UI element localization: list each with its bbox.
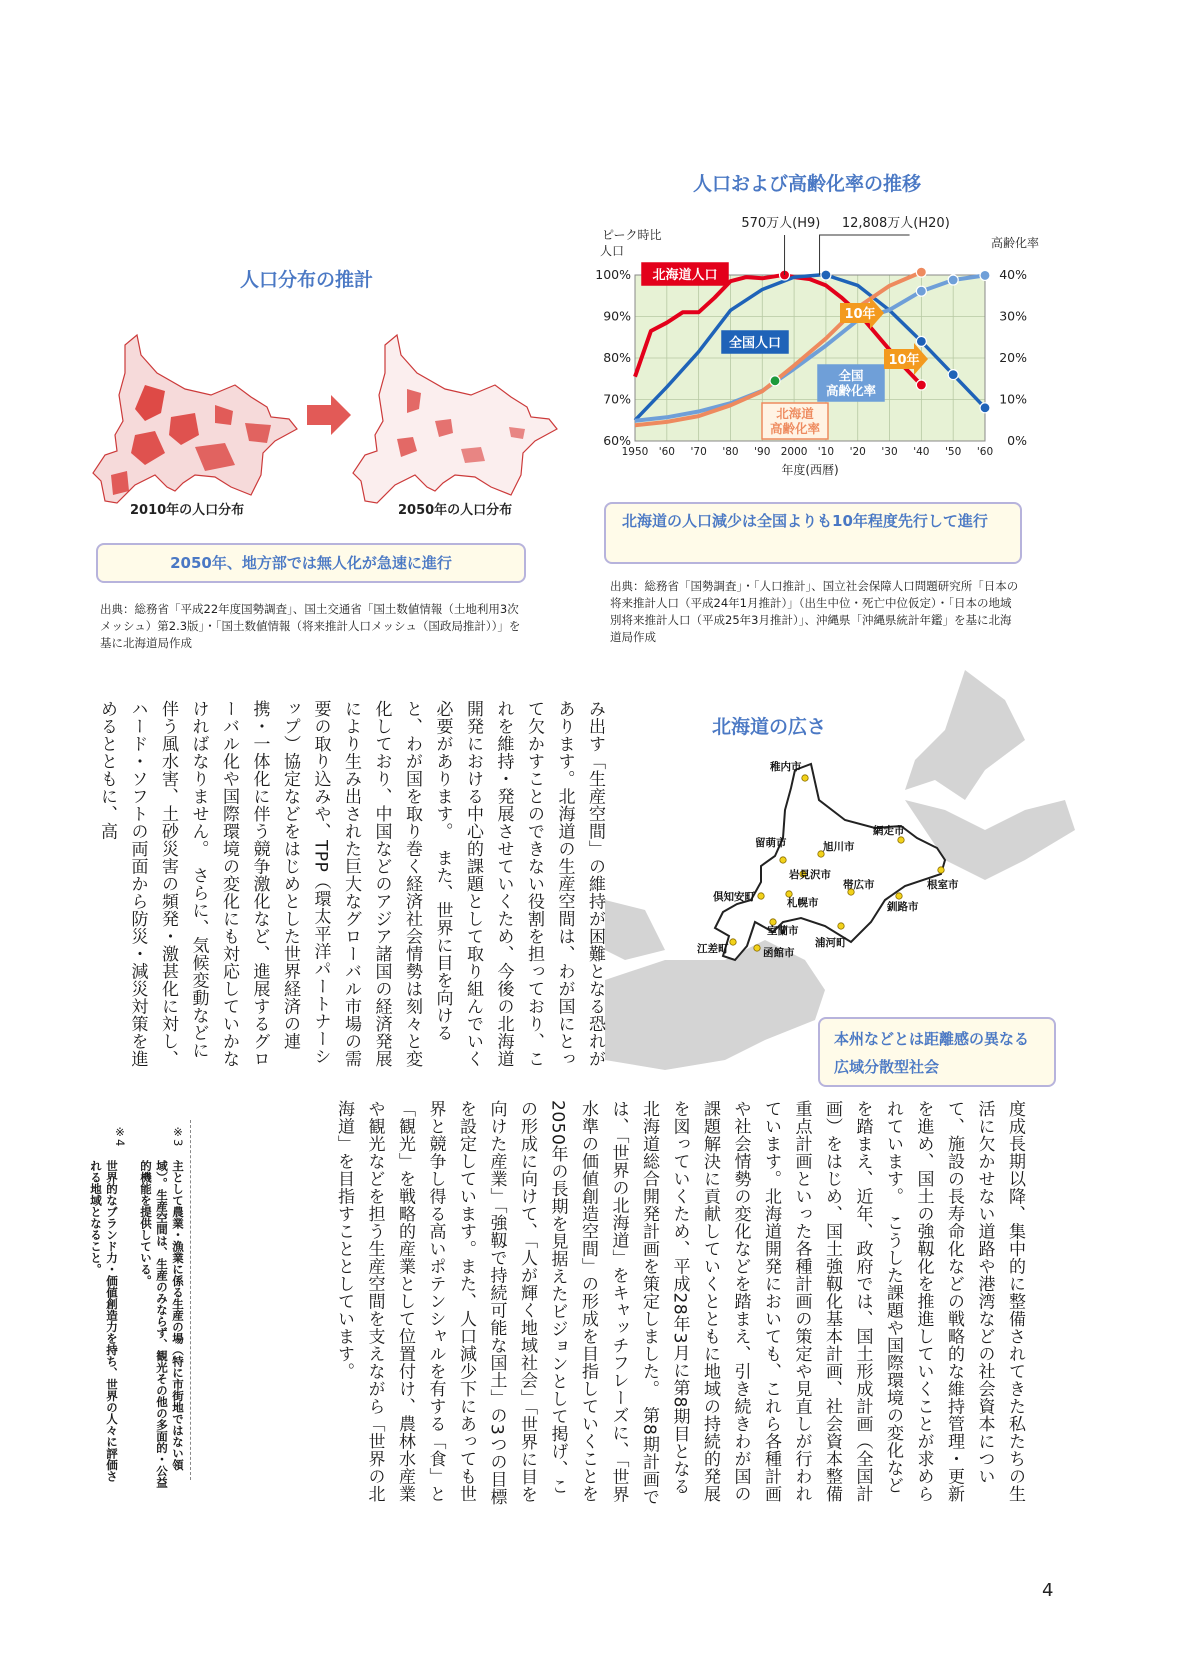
series-label-hokkaido-aging: 北海道高齢化率 (769, 406, 821, 436)
population-chart-title: 人口および高齢化率の推移 (693, 173, 922, 195)
ten-year-arrow-2: 10年 (888, 353, 920, 368)
x-tick-label: '40 (913, 446, 930, 458)
footnote-3-mark: ※3 (171, 1125, 185, 1147)
body-column-1: み出す「生産空間」の維持が困難となる恐れがあります。北海道の生産空間は、わが国にとって欠かすことのできない役割を担っており、これを維持・発展させていくため、今後の北海道開発における中心的課題として取り組んでいく必要があります。 また、世界に目を向けると、わが国を取り巻く経済社会情勢は刻々と変化しており、中国などのアジア諸国の経済発展により生み出された巨大なグローバル市場の需要の取り込みや、TPP（環太平洋パートナーシップ）協定などをはじめとした世界経済の連携・一体化に伴う競争激化など、進展するグローバル化や国際環境の変化にも対応していかなければなりません。 さらに、気候変動などに伴う風水害、土砂災害の頻発・激甚化に対し、ハード・ソフトの両面から防災・減災対策を進めるとともに、高 (97, 700, 605, 1068)
hokkaido-map-2010 (93, 335, 297, 503)
y-left-tick-label: 70% (603, 391, 631, 407)
ten-year-arrow-1: 10年 (844, 307, 876, 322)
hokkaido-map-2050 (353, 335, 557, 503)
series-label-hokkaido-pop: 北海道人口 (652, 268, 718, 283)
y-left-tick-label: 80% (603, 350, 631, 365)
map-2010-caption: 2010年の人口分布 (130, 503, 245, 518)
population-distribution-callout: 2050年、地方部では無人化が急速に進行 (96, 543, 526, 583)
city-sapporo: 札幌市 (787, 897, 819, 909)
hokkaido-size-callout: 本州などとは距離感の異なる広域分散型社会 (818, 1017, 1056, 1087)
city-rumoi: 留萌市 (755, 837, 787, 849)
hokkaido-shape (715, 764, 945, 960)
y-right-axis-label: 高齢化率 (990, 236, 1039, 250)
japan-pop-point (948, 370, 958, 380)
y-right-tick-label: 10% (999, 391, 1027, 407)
y-right-tick-label: 40% (999, 267, 1027, 282)
hokkaido-aging-point (916, 267, 926, 277)
city-iwamizawa: 岩見沢市 (789, 869, 831, 881)
city-urakawa: 浦河町 (815, 937, 847, 949)
y-left-tick-label: 60% (603, 433, 631, 448)
japan-pop-point (916, 336, 926, 346)
hokkaido-size-title: 北海道の広さ (712, 716, 827, 738)
japan-pop-point (821, 270, 831, 280)
series-label-japan-aging: 全国高齢化率 (825, 368, 877, 398)
x-tick-label: '60 (976, 446, 994, 458)
x-tick-label: 2000 (780, 446, 808, 458)
y-left-tick-label: 100% (595, 267, 631, 282)
japan-aging-point (980, 270, 990, 280)
y-left-tick-label: 90% (603, 308, 631, 324)
x-tick-label: '20 (849, 446, 866, 458)
x-tick-label: '60 (658, 446, 675, 458)
green-marker-point (770, 376, 780, 386)
x-axis-label: 年度(西暦) (781, 463, 839, 477)
city-esashi: 江差町 (697, 943, 729, 955)
series-label-japan-pop: 全国人口 (728, 336, 782, 351)
population-chart-callout: 北海道の人口減少は全国よりも10年程度先行して進行 (604, 502, 1022, 564)
x-tick-label: '80 (722, 446, 739, 458)
arrow-icon (307, 395, 351, 435)
city-wakkanai: 稚内市 (770, 761, 802, 773)
japan-aging-point (916, 286, 926, 296)
city-kutchan: 倶知安町 (713, 891, 755, 903)
city-kushiro: 釧路市 (887, 901, 919, 913)
honshu-shape (605, 940, 825, 1070)
continent-shape (605, 900, 665, 960)
population-chart-source: 出典：総務省「国勢調査」・「人口推計」、国立社会保障人口問題研究所「日本の将来推計人口（平成24年1月推計）」（出生中位・死亡中位仮定）・「日本の地域別将来推計人口（平成25年3月推計）」、沖縄県「沖縄県統計年鑑」を基に北海道局作成 (610, 579, 1019, 644)
city-asahikawa: 旭川市 (823, 841, 855, 853)
annotation-label: 570万人(H9) (741, 216, 821, 231)
body-column-2: 度成長期以降、集中的に整備されてきた私たちの生活に欠かせない道路や港湾などの社会資本について、施設の長寿命化などの戦略的な維持管理・更新を進め、国土の強靱化を推進していくことが求められています。 こうした課題や国際環境の変化などを踏まえ、近年、政府では、国土形成計画（全国計画）をはじめ、国土強靱化基本計画、社会資本整備重点計画といった各種計画の策定や見直しが行われています。北海道開発においても、これら各種計画や社会情勢の変化などを踏まえ、引き続きわが国の課題解決に貢献していくとともに地域の持続的発展を図っていくため、平成28年3月に第8期目となる北海道総合開発計画を策定しました。 第8期計画では、「世界の北海道」をキャッチフレーズに、「世界水準の価値創造空間」の形成を目指していくことを2050年の長期を見据えたビジョンとして掲げ、この形成に向けて、「人が輝く地域社会」「世界に目を向けた産業」「強靱で持続可能な国土」の3つの目標を設定しています。また、人口減少下にあっても世界と競争し得る高いポテンシャルを有する「食」と「観光」を戦略的産業として位置付け、農林水産業や観光などを担う生産空間を支えながら「世界の北海道」を目指すこととしています。 (334, 1100, 1025, 1506)
population-chart (590, 205, 1090, 495)
footnote-4-mark: ※4 (113, 1125, 127, 1147)
japan-aging-point (948, 275, 958, 285)
y-left-axis-label: ピーク時比人口 (600, 228, 662, 258)
population-distribution-title: 人口分布の推計 (240, 269, 374, 291)
hokkaido-2040-point (916, 380, 926, 390)
footnote-4-text: 世界的なブランド力・価値創造力を持ち、世界の人々に評価される地域となること。 (89, 1160, 119, 1482)
x-tick-label: '30 (881, 446, 898, 458)
city-muroran: 室蘭市 (767, 925, 799, 937)
x-tick-label: '10 (817, 446, 835, 458)
map-2050-caption: 2050年の人口分布 (398, 503, 513, 518)
x-tick-label: '50 (945, 446, 962, 458)
annotation-pointer (820, 235, 910, 275)
population-distribution-source: 出典：総務省「平成22年度国勢調査」、国土交通省「国土数値情報（土地利用3次メッシュ）第2.3版」・「国土数値情報（将来推計人口メッシュ（国政局推計））」を基に北海道局作成 (100, 602, 521, 650)
city-nemuro: 根室市 (927, 879, 959, 891)
x-tick-label: '70 (690, 446, 707, 458)
population-distribution-maps (75, 325, 575, 520)
footnote-divider (190, 1120, 193, 1480)
annotation-label: 12,808万人(H20) (841, 216, 950, 231)
x-tick-label: '90 (754, 446, 771, 458)
y-right-tick-label: 0% (1007, 433, 1027, 448)
page-number: 4 (1042, 1580, 1054, 1601)
city-abashiri: 網走市 (873, 825, 905, 837)
x-tick-label: 1950 (621, 446, 649, 458)
city-hakodate: 函館市 (763, 947, 795, 959)
y-right-tick-label: 20% (999, 350, 1027, 365)
japan-pop-point (980, 403, 990, 413)
y-right-tick-label: 30% (999, 308, 1027, 324)
city-obihiro: 帯広市 (843, 879, 875, 891)
footnote-3-text: 主として農業・漁業に係る生産の場（特に市街地ではない領域）。生産空間は、生産のみならず、観光その他の多面的・公益的機能を提供している。 (139, 1160, 185, 1488)
sakhalin-shape (905, 670, 1025, 800)
